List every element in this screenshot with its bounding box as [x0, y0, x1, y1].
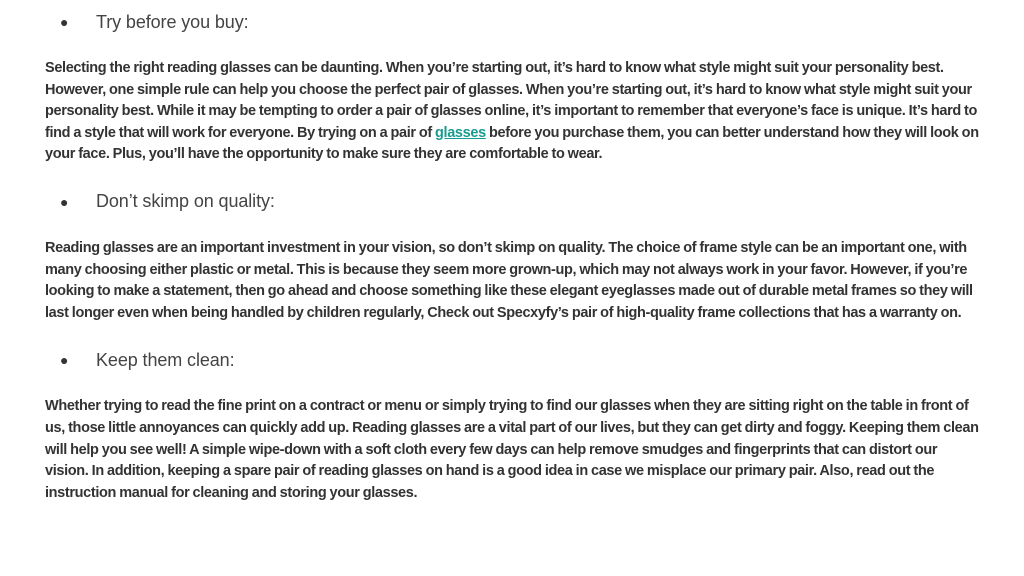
heading-text: Don’t skimp on quality:: [96, 191, 275, 212]
heading-text: Keep them clean:: [96, 349, 235, 370]
section-heading-dont-skimp-on-quality: [45, 180, 980, 224]
paragraph-text-after-link: before you purchase them, you can better understand how they will look on your face. Plus, you’ll have the opportunity to make sure they are comfortable to wear.: [45, 124, 979, 163]
section-heading-try-before-you-buy: [45, 0, 980, 44]
heading-text: Try before you buy:: [96, 11, 249, 32]
bullet-icon: ●: [60, 352, 69, 369]
article-body: [45, 0, 980, 518]
paragraph-dont-skimp-on-quality: Reading glasses are an important investment in your vision, so don’t skimp on quality. The choice of frame style can be an important one, with many choosing either plastic or metal. This is because they seem more grown-up, which may not always work in your favor. However, if you’re looking to make a statement, then go ahead and choose something like these elegant eyeglasses made out of durable metal frames so they will last longer even when being handled by children regularly, Check out Specxyfy’s pair of high-quality frame collections that has a warranty on.: [45, 239, 973, 321]
paragraph-try-before-you-buy: [45, 58, 980, 166]
paragraph-keep-them-clean: Whether trying to read the fine print on a contract or menu or simply trying to find our glasses when they are sitting right on the table in front of us, those little annoyances can quickly add up. Reading glasses are a vital part of our lives, but they can get dirty and foggy. Keeping them clean will help you see well! A simple wipe-down with a soft cloth every few days can help remove smudges and fingerprints that can distort our vision. In addition, keeping a spare pair of reading glasses on hand is a good idea in case we misplace our primary pair. Also, read out the instruction manual for cleaning and storing your glasses.: [45, 398, 979, 501]
bullet-icon: ●: [60, 193, 69, 210]
paragraph-text-before-link: Selecting the right reading glasses can be daunting. When you’re starting out, it’s hard to know what style might suit your personality best. However, one simple rule can help you choose the perfect pair of glasses. When you’re starting out, it’s hard to know what style might suit your personality best. While it may be tempting to order a pair of glasses online, it’s important to remember that everyone’s face is unique. It’s hard to find a style that will work for everyone. By trying on a pair of: [45, 60, 978, 141]
section-heading-keep-them-clean: [45, 338, 980, 382]
glasses-link[interactable]: glasses: [435, 124, 486, 141]
bullet-icon: ●: [60, 14, 69, 30]
